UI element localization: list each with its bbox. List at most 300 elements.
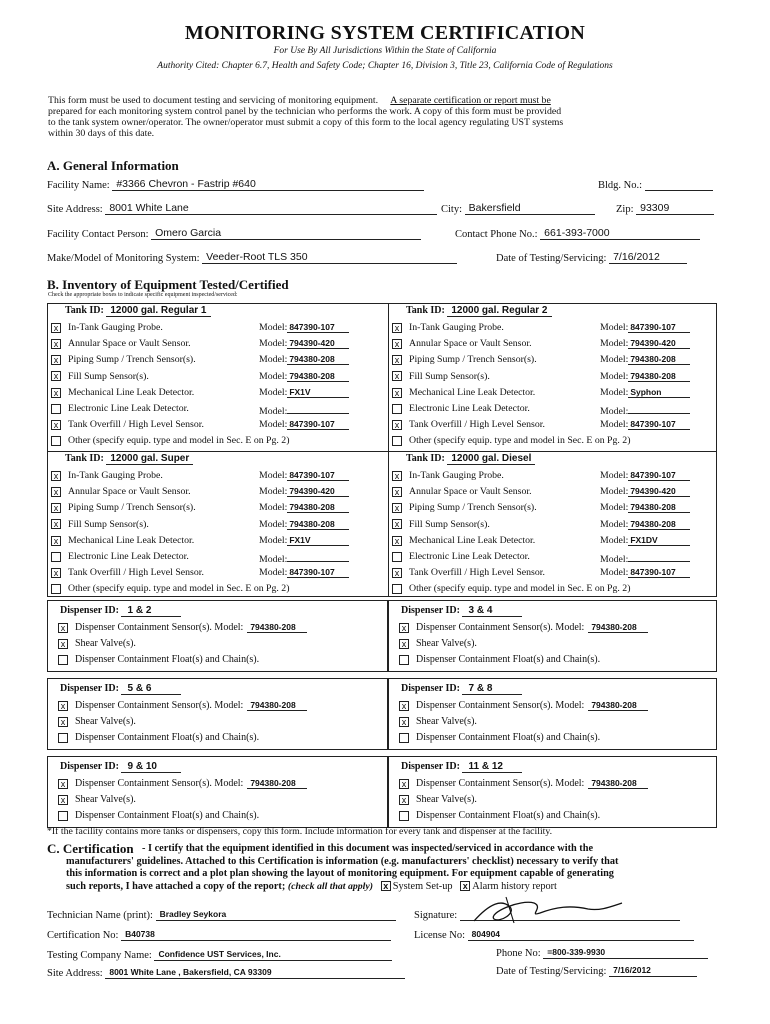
- model-field[interactable]: 794380-208: [287, 370, 349, 382]
- model-field[interactable]: 847390-107: [628, 321, 690, 333]
- license-label: License No:: [414, 930, 466, 941]
- tank-id-label: Tank ID:: [406, 305, 445, 316]
- model-row: [600, 370, 690, 382]
- equipment-label: Tank Overfill / High Level Sensor.: [68, 419, 204, 431]
- dispenser-item-label: Dispenser Containment Float(s) and Chain(s).: [416, 810, 601, 821]
- dispenser-item: [399, 699, 648, 712]
- dispenser-id-field[interactable]: 3 & 4: [462, 605, 522, 617]
- model-label: Model:: [259, 370, 288, 382]
- model-field[interactable]: 847390-107: [628, 566, 690, 578]
- bldg-row: [598, 178, 713, 191]
- equipment-checkbox[interactable]: [51, 404, 61, 414]
- equipment-checkbox[interactable]: x: [392, 420, 402, 430]
- signature-label: Signature:: [414, 910, 458, 921]
- dispenser-id-row: [60, 605, 181, 617]
- dispenser-item-label: Dispenser Containment Sensor(s). Model:: [416, 622, 585, 633]
- equipment-label: Other (specify equip. type and model in Sec. E on Pg. 2): [68, 435, 290, 447]
- facility-name-field[interactable]: #3366 Chevron - Fastrip #640: [112, 178, 424, 191]
- cert-line: this information is correct and a plot plan showing the layout of monitoring equipment. For equipment capable of generating: [66, 868, 614, 879]
- dispenser-checkbox[interactable]: x: [58, 639, 68, 649]
- dispenser-id-field[interactable]: 7 & 8: [462, 683, 522, 695]
- license-row: [414, 928, 694, 941]
- company-field[interactable]: Confidence UST Services, Inc.: [154, 948, 392, 961]
- model-field[interactable]: FX1V: [287, 386, 349, 398]
- equipment-label: Mechanical Line Leak Detector.: [68, 386, 195, 398]
- dispenser-checkbox[interactable]: x: [58, 701, 68, 711]
- site-address2-field[interactable]: 8001 White Lane , Bakersfield, CA 93309: [105, 966, 405, 979]
- tank-id-field[interactable]: 12000 gal. Diesel: [447, 453, 535, 465]
- model-label: Model:: [259, 338, 288, 350]
- model-row: [259, 518, 349, 530]
- equipment-checkbox[interactable]: x: [392, 536, 402, 546]
- zip-label: Zip:: [616, 204, 634, 215]
- city-field[interactable]: Bakersfield: [465, 202, 595, 215]
- bldg-field[interactable]: [645, 178, 713, 191]
- cert-line: such reports, I have attached a copy of the report;: [66, 880, 286, 892]
- model-field[interactable]: Syphon: [628, 386, 690, 398]
- model-label: Model:: [600, 322, 629, 333]
- bldg-label: Bldg. No.:: [598, 180, 643, 191]
- equipment-item: [392, 434, 630, 447]
- cert-no-row: [47, 928, 391, 941]
- date-testing-label: Date of Testing/Servicing:: [496, 253, 607, 264]
- intro-line: to the tank system owner/operator. The owner/operator must submit a copy of this form to the local agency regulating UST systems: [48, 117, 564, 128]
- city-row: [441, 202, 595, 215]
- city-label: City:: [441, 204, 463, 215]
- dispenser-checkbox[interactable]: x: [58, 623, 68, 633]
- dispenser-block: [47, 600, 388, 672]
- dispenser-item-label: Dispenser Containment Float(s) and Chain(s).: [75, 732, 260, 743]
- equipment-label: Electronic Line Leak Detector.: [68, 551, 189, 562]
- equipment-checkbox[interactable]: [392, 404, 402, 414]
- dispenser-item: [58, 621, 307, 634]
- equipment-checkbox[interactable]: x: [392, 323, 402, 333]
- equipment-label: Piping Sump / Trench Sensor(s).: [409, 502, 537, 514]
- model-row: [600, 402, 690, 417]
- dispenser-model-field[interactable]: 794380-208: [247, 777, 307, 789]
- equipment-label: Electronic Line Leak Detector.: [68, 403, 189, 414]
- model-row: [259, 386, 349, 398]
- dispenser-item-label: Dispenser Containment Sensor(s). Model:: [75, 778, 244, 789]
- equipment-item: [51, 370, 149, 383]
- dispenser-checkbox[interactable]: [399, 733, 409, 743]
- equipment-label: Other (specify equip. type and model in Sec. E on Pg. 2): [409, 435, 631, 447]
- site-address-row: [47, 202, 437, 215]
- equipment-checkbox[interactable]: x: [51, 503, 61, 513]
- facility-name-row: [47, 178, 424, 191]
- dispenser-id-row: [60, 683, 181, 695]
- date-testing-field[interactable]: 7/16/2012: [609, 251, 687, 264]
- tank-block: [388, 303, 718, 451]
- zip-row: [616, 202, 714, 215]
- tank-id-field[interactable]: 12000 gal. Regular 2: [447, 305, 551, 317]
- tank-id-row: [65, 305, 211, 316]
- contact-phone-label: Contact Phone No.:: [455, 229, 538, 240]
- model-row: [259, 534, 349, 546]
- dispenser-id-row: [401, 683, 522, 695]
- dispenser-item: [399, 715, 477, 728]
- equipment-checkbox[interactable]: x: [51, 568, 61, 578]
- equipment-item: [392, 321, 504, 334]
- date-testing2-row: [496, 964, 697, 977]
- equipment-checkbox[interactable]: x: [392, 355, 402, 365]
- dispenser-item: [58, 653, 259, 666]
- tank-id-row: [406, 305, 552, 316]
- model-field[interactable]: 794380-208: [628, 370, 690, 382]
- equipment-label: Annular Space or Vault Sensor.: [68, 486, 191, 498]
- model-label: Model:: [600, 419, 629, 431]
- model-row: [259, 402, 349, 417]
- dispenser-id-field[interactable]: 9 & 10: [121, 761, 181, 773]
- tank-block: [388, 451, 718, 599]
- technician-label: Technician Name (print):: [47, 910, 153, 921]
- model-field[interactable]: 794390-420: [287, 337, 349, 349]
- date-testing2-field[interactable]: 7/16/2012: [609, 964, 697, 977]
- model-field[interactable]: [628, 402, 690, 414]
- equipment-checkbox[interactable]: x: [51, 323, 61, 333]
- equipment-item: [392, 469, 504, 482]
- intro-line: within 30 days of this date.: [48, 128, 155, 139]
- model-row: [600, 550, 690, 565]
- dispenser-item-label: Dispenser Containment Float(s) and Chain(s).: [75, 654, 260, 665]
- model-field[interactable]: 847390-107: [287, 566, 349, 578]
- contact-row: [47, 227, 421, 240]
- dispenser-id-label: Dispenser ID:: [401, 683, 460, 694]
- site-address-label: Site Address:: [47, 204, 103, 215]
- equipment-item: [392, 518, 490, 531]
- dispenser-item: [58, 793, 136, 806]
- model-field[interactable]: 794380-208: [287, 501, 349, 513]
- dispenser-model-field[interactable]: 794380-208: [247, 621, 307, 633]
- system-setup-label: System Set-up: [392, 880, 453, 892]
- dispenser-checkbox[interactable]: [399, 811, 409, 821]
- model-label: Model:: [600, 554, 629, 565]
- model-row: [600, 518, 690, 530]
- contact-field[interactable]: Omero Garcia: [151, 227, 421, 240]
- model-field[interactable]: [287, 550, 349, 562]
- dispenser-item: [58, 809, 259, 822]
- equipment-item: [51, 485, 191, 498]
- alarm-history-checkbox[interactable]: x: [460, 881, 470, 891]
- model-field[interactable]: 847390-107: [628, 418, 690, 430]
- equipment-label: Annular Space or Vault Sensor.: [409, 486, 532, 498]
- dispenser-checkbox[interactable]: x: [399, 639, 409, 649]
- equipment-checkbox[interactable]: x: [392, 388, 402, 398]
- tank-id-field[interactable]: 12000 gal. Super: [106, 453, 193, 465]
- equipment-item: [51, 501, 196, 514]
- dispenser-id-field[interactable]: 1 & 2: [121, 605, 181, 617]
- equipment-checkbox[interactable]: [392, 552, 402, 562]
- equipment-checkbox[interactable]: [392, 584, 402, 594]
- equipment-checkbox[interactable]: x: [51, 487, 61, 497]
- equipment-item: [392, 370, 490, 383]
- dispenser-id-row: [60, 761, 181, 773]
- dispenser-item-label: Shear Valve(s).: [416, 716, 477, 727]
- make-model-field[interactable]: Veeder-Root TLS 350: [202, 251, 457, 264]
- company-label: Testing Company Name:: [47, 950, 152, 961]
- dispenser-checkbox[interactable]: [58, 655, 68, 665]
- tank-block: [47, 451, 377, 599]
- dispenser-item-label: Dispenser Containment Sensor(s). Model:: [75, 622, 244, 633]
- model-label: Model:: [259, 486, 288, 498]
- equipment-label: Tank Overfill / High Level Sensor.: [409, 567, 545, 579]
- equipment-checkbox[interactable]: x: [51, 536, 61, 546]
- dispenser-checkbox[interactable]: [58, 733, 68, 743]
- dispenser-model-field[interactable]: 794380-208: [588, 777, 648, 789]
- model-row: [600, 353, 690, 365]
- company-phone-label: Phone No:: [496, 948, 541, 959]
- equipment-label: Mechanical Line Leak Detector.: [409, 534, 536, 546]
- model-field[interactable]: 847390-107: [287, 469, 349, 481]
- equipment-label: Other (specify equip. type and model in Sec. E on Pg. 2): [409, 583, 631, 595]
- equipment-checkbox[interactable]: x: [392, 471, 402, 481]
- technician-field[interactable]: Bradley Seykora: [156, 908, 396, 921]
- dispenser-item-label: Shear Valve(s).: [75, 716, 136, 727]
- model-label: Model:: [600, 534, 629, 546]
- model-field[interactable]: 794380-208: [628, 353, 690, 365]
- model-field[interactable]: 794380-208: [628, 501, 690, 513]
- dispenser-item-label: Dispenser Containment Float(s) and Chain(s).: [416, 732, 601, 743]
- dispenser-item: [399, 809, 600, 822]
- equipment-item: [51, 353, 196, 366]
- tank-id-field[interactable]: 12000 gal. Regular 1: [106, 305, 210, 317]
- dispenser-id-label: Dispenser ID:: [401, 761, 460, 772]
- equipment-checkbox[interactable]: x: [51, 471, 61, 481]
- model-row: [259, 501, 349, 513]
- model-label: Model:: [600, 354, 629, 366]
- dispenser-id-row: [401, 605, 522, 617]
- dispenser-block: [388, 678, 717, 750]
- model-field[interactable]: 794390-420: [628, 337, 690, 349]
- tank-id-row: [406, 453, 535, 464]
- model-row: [600, 566, 690, 578]
- equipment-item: [51, 518, 149, 531]
- dispenser-item: [399, 793, 477, 806]
- equipment-checkbox[interactable]: [51, 552, 61, 562]
- model-label: Model:: [600, 486, 629, 498]
- equipment-item: [51, 469, 163, 482]
- equipment-label: Mechanical Line Leak Detector.: [68, 534, 195, 546]
- dispenser-item: [399, 653, 600, 666]
- model-row: [259, 337, 349, 349]
- model-label: Model:: [259, 554, 288, 565]
- model-label: Model:: [600, 567, 629, 579]
- site-address2-label: Site Address:: [47, 968, 103, 979]
- model-row: [259, 353, 349, 365]
- equipment-checkbox[interactable]: [51, 436, 61, 446]
- dispenser-checkbox[interactable]: x: [58, 795, 68, 805]
- dispenser-block: [388, 600, 717, 672]
- equipment-label: Electronic Line Leak Detector.: [409, 551, 530, 562]
- equipment-item: [392, 485, 532, 498]
- model-row: [259, 370, 349, 382]
- equipment-item: [51, 550, 189, 563]
- section-b-note: Check the appropriate boxes to indicate specific equipment inspected/serviced:: [48, 292, 238, 298]
- model-row: [259, 321, 349, 333]
- cert-no-label: Certification No:: [47, 930, 119, 941]
- dispenser-checkbox[interactable]: x: [399, 717, 409, 727]
- dispenser-id-row: [401, 761, 522, 773]
- equipment-label: In-Tank Gauging Probe.: [409, 322, 504, 333]
- model-row: [600, 386, 690, 398]
- equipment-label: Annular Space or Vault Sensor.: [409, 338, 532, 350]
- equipment-label: In-Tank Gauging Probe.: [409, 470, 504, 481]
- equipment-checkbox[interactable]: x: [392, 371, 402, 381]
- model-field[interactable]: 794380-208: [287, 518, 349, 530]
- system-setup-checkbox[interactable]: x: [381, 881, 391, 891]
- dispenser-checkbox[interactable]: [399, 655, 409, 665]
- form-title: MONITORING SYSTEM CERTIFICATION: [184, 22, 586, 44]
- site-address-field[interactable]: 8001 White Lane: [105, 202, 437, 215]
- equipment-label: Electronic Line Leak Detector.: [409, 403, 530, 414]
- equipment-item: [51, 418, 204, 431]
- model-row: [600, 418, 690, 430]
- dispenser-item: [399, 621, 648, 634]
- equipment-item: [51, 534, 194, 547]
- equipment-label: Fill Sump Sensor(s).: [68, 370, 149, 382]
- dispenser-checkbox[interactable]: [58, 811, 68, 821]
- equipment-item: [392, 501, 537, 514]
- zip-field[interactable]: 93309: [636, 202, 714, 215]
- dispenser-model-field[interactable]: 794380-208: [588, 699, 648, 711]
- equipment-checkbox[interactable]: x: [392, 339, 402, 349]
- dispenser-checkbox[interactable]: x: [399, 779, 409, 789]
- dispenser-block: [388, 756, 717, 828]
- model-label: Model:: [259, 419, 288, 431]
- dispenser-item: [58, 731, 259, 744]
- intro-paragraph: [48, 95, 716, 139]
- equipment-checkbox[interactable]: x: [51, 519, 61, 529]
- tank-id-label: Tank ID:: [406, 453, 445, 464]
- model-label: Model:: [259, 502, 288, 514]
- model-row: [600, 534, 690, 546]
- model-field[interactable]: [287, 402, 349, 414]
- equipment-checkbox[interactable]: x: [51, 371, 61, 381]
- dispenser-id-label: Dispenser ID:: [60, 605, 119, 616]
- model-row: [259, 418, 349, 430]
- technician-row: [47, 908, 396, 921]
- license-field[interactable]: 804904: [468, 928, 694, 941]
- dispenser-item-label: Shear Valve(s).: [75, 794, 136, 805]
- model-field[interactable]: 794390-420: [628, 485, 690, 497]
- equipment-checkbox[interactable]: x: [392, 503, 402, 513]
- make-model-row: [47, 251, 457, 264]
- section-c-heading: C. Certification: [47, 841, 134, 856]
- equipment-item: [392, 337, 532, 350]
- equipment-label: In-Tank Gauging Probe.: [68, 470, 163, 481]
- model-row: [259, 469, 349, 481]
- model-field[interactable]: FX1DV: [628, 534, 690, 546]
- equipment-checkbox[interactable]: [51, 584, 61, 594]
- dispenser-id-label: Dispenser ID:: [60, 761, 119, 772]
- model-label: Model:: [259, 322, 288, 333]
- model-label: Model:: [259, 534, 288, 546]
- dispenser-item: [399, 777, 648, 790]
- model-field[interactable]: 794390-420: [287, 485, 349, 497]
- authority-cited: Authority Cited: Chapter 6.7, Health and Safety Code; Chapter 16, Division 3, Title 23, California Code of Regulations: [157, 61, 613, 71]
- section-a-heading: A. General Information: [47, 158, 179, 173]
- alarm-history-label: Alarm history report: [472, 880, 557, 892]
- equipment-checkbox[interactable]: x: [392, 568, 402, 578]
- model-field[interactable]: 847390-107: [287, 321, 349, 333]
- model-row: [600, 337, 690, 349]
- site-address2-row: [47, 966, 405, 979]
- cert-no-field[interactable]: B40738: [121, 928, 391, 941]
- dispenser-item: [399, 637, 477, 650]
- dispenser-checkbox[interactable]: x: [58, 779, 68, 789]
- model-field[interactable]: 847390-107: [287, 418, 349, 430]
- dispenser-model-field[interactable]: 794380-208: [588, 621, 648, 633]
- equipment-item: [51, 321, 163, 334]
- equipment-item: [392, 550, 530, 563]
- dispenser-item: [399, 731, 600, 744]
- company-row: [47, 948, 392, 961]
- dispenser-checkbox[interactable]: x: [58, 717, 68, 727]
- intro-line: A separate certification or report must be: [390, 95, 551, 106]
- equipment-label: Fill Sump Sensor(s).: [68, 518, 149, 530]
- equipment-checkbox[interactable]: x: [51, 388, 61, 398]
- model-row: [600, 501, 690, 513]
- dispenser-checkbox[interactable]: x: [399, 795, 409, 805]
- model-label: Model:: [600, 470, 629, 481]
- dispenser-checkbox[interactable]: x: [399, 623, 409, 633]
- equipment-item: [392, 566, 545, 579]
- model-field[interactable]: 794380-208: [287, 353, 349, 365]
- check-all-note: (check all that apply): [287, 880, 374, 892]
- contact-phone-row: [455, 227, 700, 240]
- model-field[interactable]: [628, 550, 690, 562]
- dispenser-checkbox[interactable]: x: [399, 701, 409, 711]
- dispenser-item: [58, 777, 307, 790]
- model-field[interactable]: 794380-208: [628, 518, 690, 530]
- equipment-checkbox[interactable]: x: [392, 519, 402, 529]
- equipment-label: In-Tank Gauging Probe.: [68, 322, 163, 333]
- equipment-label: Annular Space or Vault Sensor.: [68, 338, 191, 350]
- equipment-item: [392, 353, 537, 366]
- model-label: Model:: [259, 406, 288, 417]
- dispenser-model-field[interactable]: 794380-208: [247, 699, 307, 711]
- model-field[interactable]: 847390-107: [628, 469, 690, 481]
- model-label: Model:: [259, 567, 288, 579]
- model-label: Model:: [259, 354, 288, 366]
- contact-phone-field[interactable]: 661-393-7000: [540, 227, 700, 240]
- dispenser-item: [58, 715, 136, 728]
- equipment-checkbox[interactable]: x: [392, 487, 402, 497]
- company-phone-field[interactable]: =800-339-9930: [543, 946, 708, 959]
- footnote: *If the facility contains more tanks or dispensers, copy this form. Include information for every tank and dispenser at the facility.: [47, 826, 553, 837]
- equipment-item: [51, 386, 194, 399]
- company-phone-row: [496, 946, 708, 959]
- dispenser-id-field[interactable]: 5 & 6: [121, 683, 181, 695]
- equipment-label: Tank Overfill / High Level Sensor.: [68, 567, 204, 579]
- intro-line: prepared for each monitoring system control panel by the technician who performs the work. A copy of this form must be provided: [48, 106, 562, 117]
- equipment-item: [51, 566, 204, 579]
- equipment-checkbox[interactable]: [392, 436, 402, 446]
- model-label: Model:: [259, 518, 288, 530]
- model-field[interactable]: FX1V: [287, 534, 349, 546]
- model-label: Model:: [259, 386, 288, 398]
- dispenser-item-label: Dispenser Containment Sensor(s). Model:: [416, 778, 585, 789]
- dispenser-item-label: Dispenser Containment Sensor(s). Model:: [416, 700, 585, 711]
- equipment-checkbox[interactable]: x: [51, 420, 61, 430]
- make-model-label: Make/Model of Monitoring System:: [47, 253, 200, 264]
- intro-line: This form must be used to document testing and servicing of monitoring equipment.: [48, 95, 379, 106]
- dispenser-id-field[interactable]: 11 & 12: [462, 761, 522, 773]
- equipment-checkbox[interactable]: x: [51, 355, 61, 365]
- dispenser-item-label: Shear Valve(s).: [75, 638, 136, 649]
- equipment-checkbox[interactable]: x: [51, 339, 61, 349]
- dispenser-item-label: Dispenser Containment Sensor(s). Model:: [75, 700, 244, 711]
